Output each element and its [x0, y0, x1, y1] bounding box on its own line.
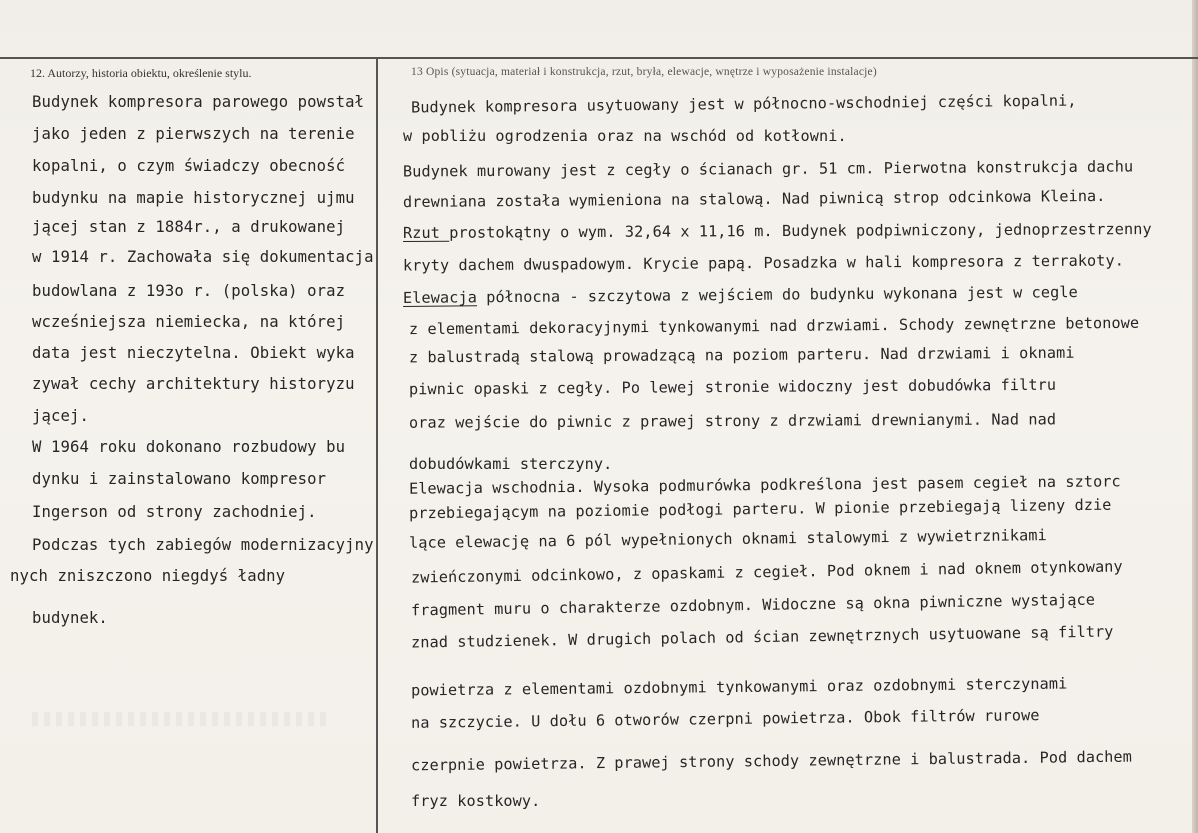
- text-line: w pobliżu ogrodzenia oraz na wschód od kotłowni.: [403, 127, 847, 145]
- text-line: lące elewację na 6 pól wypełnionych oknami stalowymi z wywietrznikami: [408, 526, 1047, 552]
- text-line: Budynek kompresora usytuowany jest w północno-wschodniej części kopalni,: [410, 91, 1077, 117]
- page-edge: [1192, 0, 1198, 833]
- text-line: budowlana z 193o r. (polska) oraz: [32, 282, 346, 300]
- text-line: fragment muru o charakterze ozdobnym. Widoczne są okna piwniczne wystające: [410, 590, 1096, 620]
- text-line: w 1914 r. Zachowała się dokumentacja: [32, 248, 374, 266]
- text-line: Budynek murowany jest z cegły o ścianach gr. 51 cm. Pierwotna konstrukcja dachu: [402, 157, 1134, 181]
- text-line: data jest nieczytelna. Obiekt wyka: [32, 344, 355, 362]
- text-line: Podczas tych zabiegów modernizacyjny: [32, 536, 374, 554]
- text-line: zywał cechy architektury historyzu: [32, 375, 355, 393]
- text-line: na szczycie. U dołu 6 otworów czerpni powietrza. Obok filtrów rurowe: [410, 706, 1040, 732]
- text-line: budynku na mapie historycznej ujmu: [32, 189, 355, 207]
- text-line: jącej stan z 1884r., a drukowanej: [32, 218, 346, 236]
- rzut-heading: Rzut: [402, 223, 450, 242]
- text-line: fryz kostkowy.: [411, 792, 541, 810]
- text-line: dobudówkami sterczyny.: [409, 455, 613, 473]
- text-line: nych zniszczono niegdyś ładny: [10, 567, 286, 585]
- text-line: powietrza z elementami ozdobnymi tynkowanymi oraz ozdobnymi sterczynami: [410, 674, 1068, 700]
- text-line: piwnic opaski z cegły. Po lewej stronie widoczny jest dobudówka filtru: [408, 375, 1057, 399]
- text-line: [403, 283, 1078, 307]
- text-line: z balustradą stalową prowadzącą na poziom parteru. Nad drzwiami i oknami: [408, 343, 1075, 367]
- text-line: z elementami dekoracyjnymi tynkowanymi nad drzwiami. Schody zewnętrzne betonowe: [408, 313, 1140, 339]
- faint-bleed-through: [32, 712, 332, 726]
- text-line: jako jeden z pierwszych na terenie: [32, 125, 355, 143]
- text-line: wcześniejsza niemiecka, na której: [32, 313, 346, 331]
- text-line: jącej.: [32, 407, 89, 425]
- text-line: dynku i zainstalowano kompresor: [32, 470, 327, 488]
- header-rule: [0, 57, 1198, 59]
- elewacja-heading: Elewacja: [402, 288, 478, 307]
- text-line: zwieńczonymi odcinkowo, z opaskami z cegieł. Pod oknem i nad oknem otynkowany: [410, 557, 1123, 587]
- text-line: kopalni, o czym świadczy obecność: [32, 157, 346, 175]
- text-line: [403, 220, 1152, 242]
- column-divider: [376, 57, 378, 833]
- text-line: kryty dachem dwuspadowym. Krycie papą. Posadzka w hali kompresora z terrakoty.: [402, 251, 1125, 275]
- section-12-header: 12. Autorzy, historia obiektu, określenie stylu.: [30, 66, 252, 80]
- text-line: W 1964 roku dokonano rozbudowy bu: [32, 438, 346, 456]
- text-span: północna - szczytowa z wejściem do budynku wykonana jest w cegle: [476, 283, 1078, 307]
- text-line: oraz wejście do piwnic z prawej strony z drzwiami drewnianymi. Nad nad: [408, 410, 1057, 432]
- text-line: Budynek kompresora parowego powstał: [32, 93, 365, 111]
- text-line: Elewacja wschodnia. Wysoka podmurówka podkreślona jest pasem cegieł na sztorc: [408, 472, 1121, 498]
- text-line: znad studzienek. W drugich polach od ścian zewnętrznych usytuowane są filtry: [410, 622, 1114, 652]
- text-line: drewniana została wymieniona na stalową. Nad piwnicą strop odcinkowa Kleina.: [402, 186, 1106, 212]
- section-13-header: 13 Opis (sytuacja, materiał i konstrukcja, rzut, bryła, elewacje, wnętrze i wyposażenie instalacje): [411, 66, 877, 78]
- text-line: Ingerson od strony zachodniej.: [32, 503, 317, 521]
- text-line: przebiegającym na poziomie podłogi parteru. W pionie przebiegają lizeny dzie: [408, 495, 1112, 523]
- text-line: budynek.: [32, 609, 108, 627]
- text-line: czerpnie powietrza. Z prawej strony schody zewnętrzne i balustrada. Pod dachem: [410, 747, 1133, 775]
- text-span: prostokątny o wym. 32,64 x 11,16 m. Budynek podpiwniczony, jednoprzestrzenny: [449, 220, 1152, 242]
